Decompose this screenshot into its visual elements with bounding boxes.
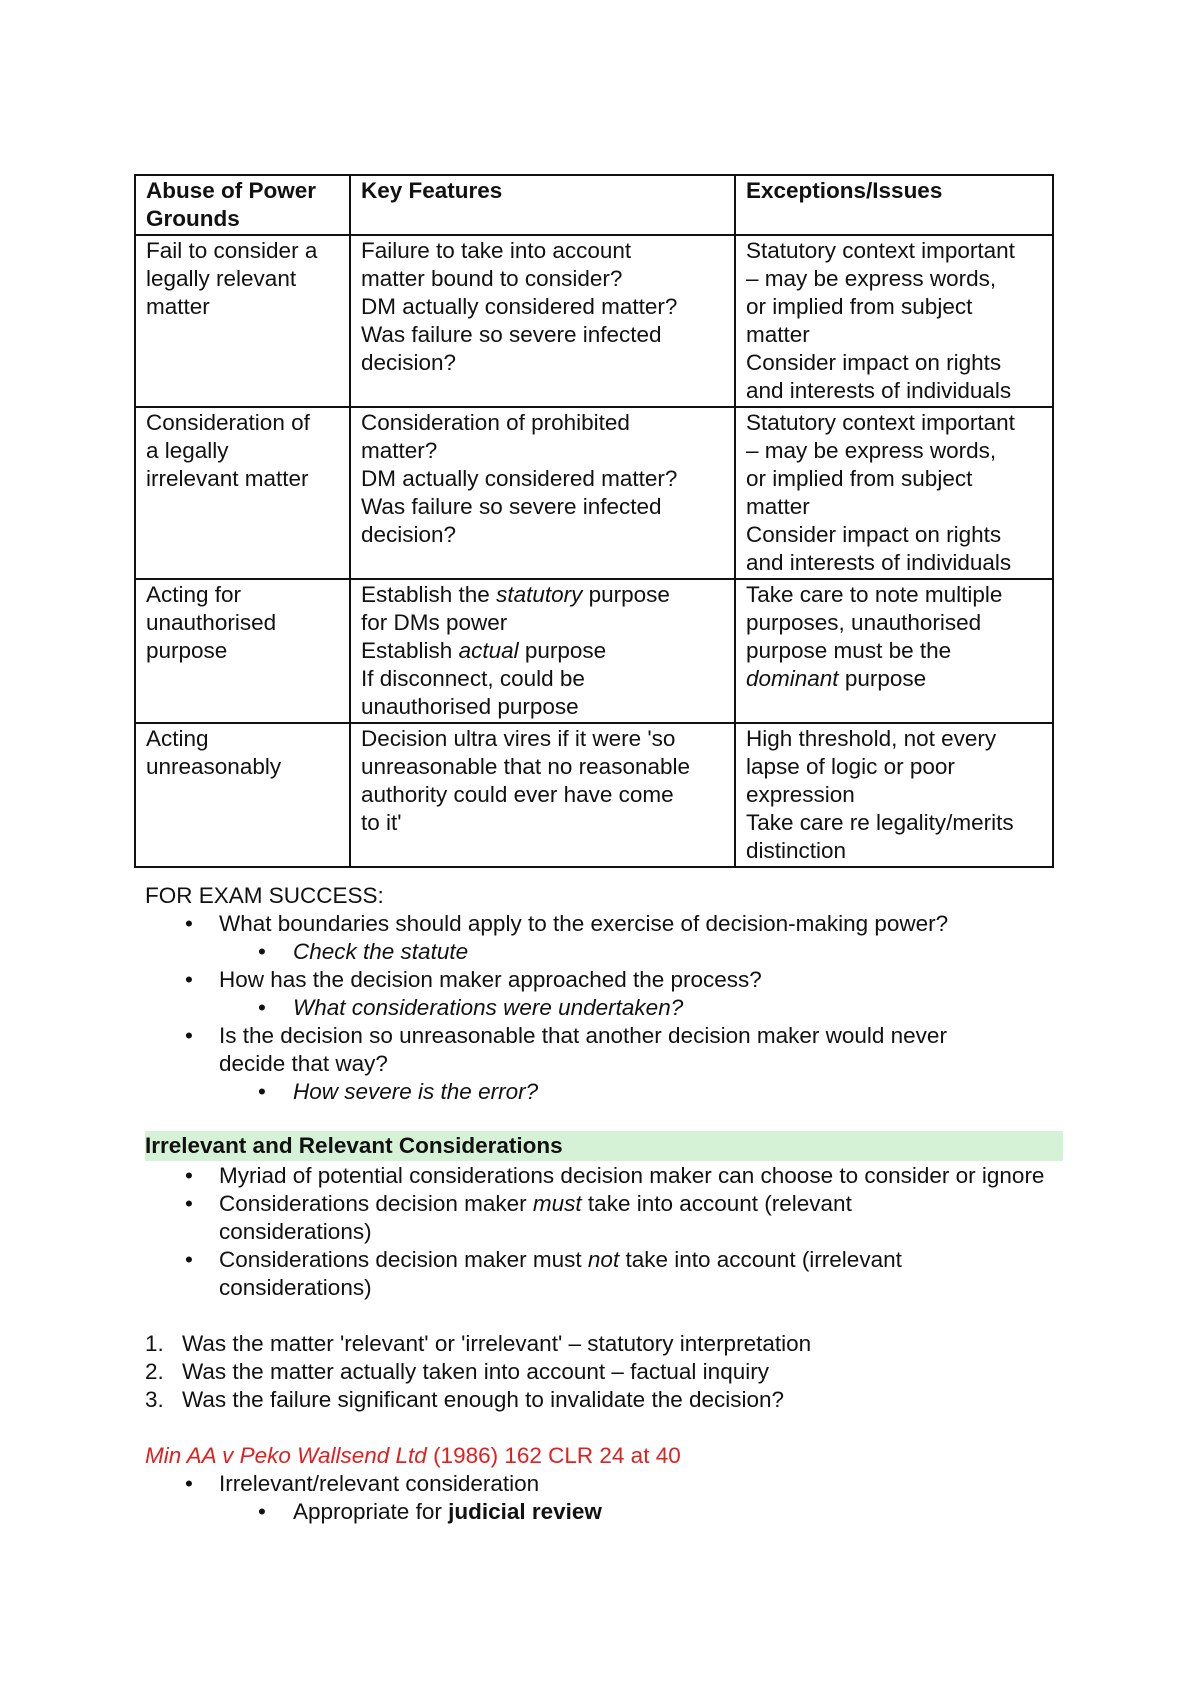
bullet-icon: • xyxy=(185,911,193,936)
cell-line: legally relevant xyxy=(146,266,297,291)
item-number: 3. xyxy=(145,1387,164,1412)
list-item-text: Myriad of potential considerations decision maker can choose to consider or ignore xyxy=(219,1163,1045,1188)
emphasis-text: statutory xyxy=(496,582,583,607)
list-item-text: What considerations were undertaken? xyxy=(293,995,684,1020)
features-cell xyxy=(350,235,735,407)
cell-line: to it' xyxy=(361,810,402,835)
numbered-item-text: Was the failure significant enough to invalidate the decision? xyxy=(182,1387,785,1412)
bullet-icon: • xyxy=(185,967,193,992)
item-number: 2. xyxy=(145,1359,164,1384)
cell-line: DM actually considered matter? xyxy=(361,294,678,319)
features-cell xyxy=(350,407,735,579)
text-run: purpose xyxy=(838,666,927,691)
list-item xyxy=(145,1162,1069,1190)
bullet-icon: • xyxy=(185,1247,193,1272)
bullet-icon: • xyxy=(185,1163,193,1188)
list-item-text xyxy=(219,1191,852,1244)
list-item xyxy=(145,1022,1019,1078)
ground-cell xyxy=(135,235,350,407)
text-run: purpose xyxy=(518,638,607,663)
cell-line: for DMs power xyxy=(361,610,508,635)
text-run: Appropriate for xyxy=(293,1499,449,1524)
table-row xyxy=(135,407,1053,579)
numbered-item xyxy=(145,1330,1065,1358)
cell-line: purpose must be the xyxy=(746,638,952,663)
list-item xyxy=(145,1078,1065,1106)
text-run: Establish the xyxy=(361,582,497,607)
emphasis-text: actual xyxy=(458,638,519,663)
cell-line: Statutory context important xyxy=(746,410,1015,435)
issues-cell xyxy=(735,407,1053,579)
cell-line: and interests of individuals xyxy=(746,378,1012,403)
list-item xyxy=(145,994,1065,1022)
ground-cell xyxy=(135,407,350,579)
cell-line: or implied from subject xyxy=(746,466,973,491)
cell-line: Was failure so severe infected xyxy=(361,322,662,347)
cell-line: Consideration of xyxy=(146,410,310,435)
bullet-icon: • xyxy=(185,1471,193,1496)
header-cell: Abuse of Power Grounds xyxy=(135,175,350,235)
table-header-row xyxy=(135,175,1053,235)
list-item xyxy=(145,1190,939,1246)
header-cell: Key Features xyxy=(350,175,735,235)
case-name: Min AA v Peko Wallsend Ltd xyxy=(145,1443,427,1468)
cell-line: DM actually considered matter? xyxy=(361,466,678,491)
bullet-icon: • xyxy=(185,1023,193,1048)
cell-line xyxy=(361,581,724,609)
bullet-icon: • xyxy=(258,1079,266,1104)
text-run: Considerations decision maker xyxy=(219,1191,533,1216)
emphasis-text: not xyxy=(587,1247,620,1272)
list-item xyxy=(145,938,1065,966)
list-item xyxy=(145,1246,1039,1302)
issues-cell xyxy=(735,579,1053,723)
cell-line: Failure to take into account xyxy=(361,238,632,263)
cell-line: decision? xyxy=(361,522,457,547)
issues-cell xyxy=(735,235,1053,407)
bullet-icon: • xyxy=(185,1191,193,1216)
cell-line xyxy=(746,665,1042,693)
cell-line: Consider impact on rights xyxy=(746,522,1002,547)
ground-cell xyxy=(135,723,350,867)
bullet-icon: • xyxy=(258,1499,266,1524)
cell-line: Consideration of prohibited xyxy=(361,410,630,435)
header-cell: Exceptions/Issues xyxy=(735,175,1053,235)
numbered-item-text: Was the matter actually taken into account – factual inquiry xyxy=(182,1359,769,1384)
cell-line: decision? xyxy=(361,350,457,375)
ground-cell xyxy=(135,579,350,723)
cell-line: If disconnect, could be xyxy=(361,666,585,691)
bullet-icon: • xyxy=(258,995,266,1020)
cell-line: Was failure so severe infected xyxy=(361,494,662,519)
cell-line: – may be express words, xyxy=(746,266,997,291)
numbered-item-text: Was the matter 'relevant' or 'irrelevant' – statutory interpretation xyxy=(182,1331,812,1356)
cell-line: matter xyxy=(746,494,810,519)
list-item xyxy=(145,1498,1065,1526)
cell-line: Acting xyxy=(146,726,209,751)
numbered-item xyxy=(145,1386,1065,1414)
item-number: 1. xyxy=(145,1331,164,1356)
list-item-text xyxy=(293,1499,602,1524)
cell-line: lapse of logic or poor xyxy=(746,754,955,779)
table-row xyxy=(135,723,1053,867)
cell-line: – may be express words, xyxy=(746,438,997,463)
list-item-text: What boundaries should apply to the exercise of decision-making power? xyxy=(219,911,949,936)
list-item-text: How severe is the error? xyxy=(293,1079,539,1104)
cell-line: Fail to consider a xyxy=(146,238,318,263)
exam-success-section xyxy=(145,882,1065,1106)
exam-heading: FOR EXAM SUCCESS: xyxy=(145,883,384,908)
case-citation: (1986) 162 CLR 24 at 40 xyxy=(426,1443,681,1468)
cell-line: and interests of individuals xyxy=(746,550,1012,575)
emphasis-text: must xyxy=(532,1191,582,1216)
cell-line: expression xyxy=(746,782,855,807)
cell-line: unauthorised purpose xyxy=(361,694,579,719)
cell-line: unreasonable that no reasonable xyxy=(361,754,691,779)
cell-line: matter? xyxy=(361,438,438,463)
list-item-text: Is the decision so unreasonable that another decision maker would never decide that way? xyxy=(219,1023,947,1076)
cell-line: Decision ultra vires if it were 'so xyxy=(361,726,676,751)
cell-line: Consider impact on rights xyxy=(746,350,1002,375)
cell-line: matter xyxy=(146,294,210,319)
text-run: Considerations decision maker must xyxy=(219,1247,588,1272)
cell-line: purposes, unauthorised xyxy=(746,610,982,635)
list-item-text: How has the decision maker approached the process? xyxy=(219,967,762,992)
text-run: Establish xyxy=(361,638,459,663)
cell-line xyxy=(361,637,724,665)
text-run: take into account (relevant considerations) xyxy=(219,1191,852,1244)
considerations-section xyxy=(145,1162,1065,1526)
spacer xyxy=(145,1302,1065,1330)
issues-cell xyxy=(735,723,1053,867)
list-item-text: Irrelevant/relevant consideration xyxy=(219,1471,540,1496)
abuse-of-power-table xyxy=(134,174,1054,868)
text-run: take into account (irrelevant considerations) xyxy=(219,1247,902,1300)
list-item-text xyxy=(219,1247,902,1300)
cell-line: High threshold, not every xyxy=(746,726,997,751)
spacer xyxy=(145,1414,1065,1442)
list-item-text: Check the statute xyxy=(293,939,469,964)
cell-line: matter xyxy=(746,322,810,347)
list-item xyxy=(145,966,1065,994)
text-run: purpose xyxy=(582,582,670,607)
cell-line: Statutory context important xyxy=(746,238,1015,263)
features-cell xyxy=(350,723,735,867)
list-item xyxy=(145,910,1065,938)
case-heading xyxy=(145,1442,1065,1470)
numbered-item xyxy=(145,1358,1065,1386)
cell-line: Take care re legality/merits xyxy=(746,810,1014,835)
cell-line: matter bound to consider? xyxy=(361,266,623,291)
cell-line: or implied from subject xyxy=(746,294,973,319)
cell-line: authority could ever have come xyxy=(361,782,674,807)
cell-line: unreasonably xyxy=(146,754,282,779)
cell-line: irrelevant matter xyxy=(146,466,309,491)
cell-line: a legally xyxy=(146,438,229,463)
cell-line: Acting for xyxy=(146,582,242,607)
bold-text: judicial review xyxy=(448,1499,602,1524)
cell-line: Take care to note multiple xyxy=(746,582,1003,607)
features-cell xyxy=(350,579,735,723)
cell-line: distinction xyxy=(746,838,847,863)
cell-line: purpose xyxy=(146,638,228,663)
section-heading: Irrelevant and Relevant Considerations xyxy=(145,1131,1063,1161)
list-item xyxy=(145,1470,1065,1498)
cell-line: unauthorised xyxy=(146,610,277,635)
table-row xyxy=(135,579,1053,723)
bullet-icon: • xyxy=(258,939,266,964)
emphasis-text: dominant xyxy=(746,666,839,691)
table-row xyxy=(135,235,1053,407)
